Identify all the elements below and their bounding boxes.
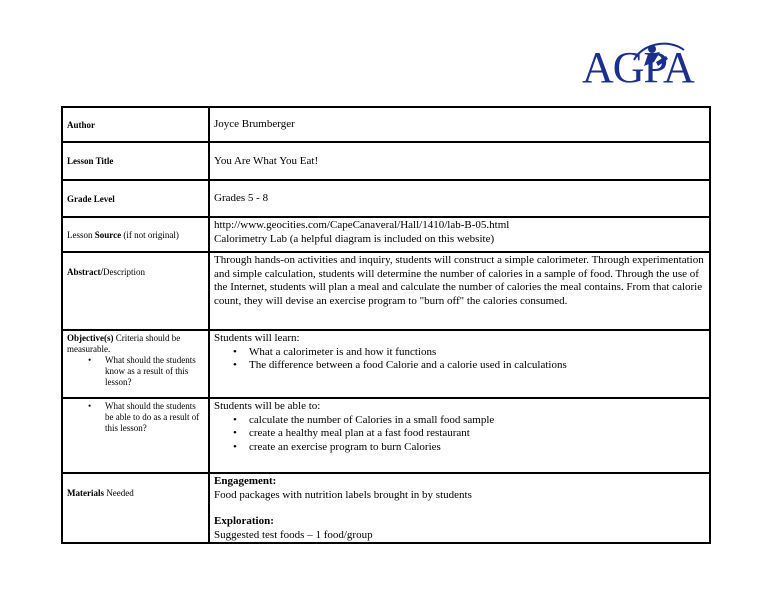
logo-text: AGPA	[582, 43, 694, 92]
abilities-question: • What should the students be able to do as a result of this lesson?	[105, 401, 205, 434]
engagement-text: Food packages with nutrition labels brought in by students	[214, 488, 472, 501]
grade-level-value: Grades 5 - 8	[214, 192, 269, 205]
lesson-plan-table	[61, 106, 711, 544]
lesson-title-value: You Are What You Eat!	[214, 154, 319, 167]
row-author	[62, 107, 710, 142]
author-value: Joyce Brumberger	[214, 118, 295, 131]
ability-item: • create an exercise program to burn Calories	[249, 441, 706, 455]
objective-question: • What should the students know as a result of this lesson?	[105, 355, 205, 388]
exploration-title: Exploration:	[214, 515, 274, 527]
row-materials: Materials Needed Engagement: Food packages with nutrition labels brought in by students Exploration: Suggested test foods – 1 food/group	[62, 473, 710, 543]
source-url: http://www.geocities.com/CapeCanaveral/Hall/1410/lab-B-05.html	[214, 219, 510, 231]
ability-item: • calculate the number of Calories in a small food sample	[249, 414, 706, 428]
agpa-logo	[582, 38, 712, 90]
row-objectives: Objective(s) Criteria should be measurable. • What should the students know as a result of this lesson? Students will learn: • What a calorimeter is and how it functions • The difference between a food Calorie and a calorie used in calculations	[62, 330, 710, 398]
row-lesson-title	[62, 142, 710, 180]
objective-item: • The difference between a food Calorie and a calorie used in calculations	[249, 359, 706, 373]
objective-item: • What a calorimeter is and how it functions	[249, 346, 706, 360]
grade-level-label: Grade Level	[67, 193, 115, 204]
abilities-heading: Students will be able to:	[214, 400, 321, 412]
row-abstract: Abstract/Description Through hands-on activities and inquiry, students will construct a simple calorimeter. Through experimentation and simple calculation, students will determine the number of calories in a sample of food. Through the use of the Internet, students will plan a meal and calculate the number of calories the meal contains. From that calorie count, they will devise an exercise program to "burn off" the calories consumed.	[62, 252, 710, 330]
source-description: Calorimetry Lab (a helpful diagram is included on this website)	[214, 232, 495, 245]
row-grade-level	[62, 180, 710, 217]
lesson-title-label: Lesson Title	[67, 156, 114, 166]
author-label: Author	[67, 119, 96, 130]
exploration-text: Suggested test foods – 1 food/group	[214, 528, 373, 541]
row-lesson-source: Lesson Source (if not original) http://www.geocities.com/CapeCanaveral/Hall/1410/lab-B-05.html Calorimetry Lab (a helpful diagram is included on this website)	[62, 217, 710, 252]
row-abilities	[62, 398, 710, 473]
engagement-title: Engagement:	[214, 475, 277, 487]
objectives-heading: Students will learn:	[214, 332, 300, 344]
ability-item: • create a healthy meal plan at a fast food restaurant	[249, 427, 706, 441]
abstract-text: Through hands-on activities and inquiry, students will construct a simple calorimeter. Through experimentation and simple calculation, students will determine the number of calories in a sample of food. Through the use of the Internet, students will plan a meal and calculate the number of calories the meal contains. From that calorie count, they will devise an exercise program to "burn off" the calories consumed.	[214, 254, 704, 307]
